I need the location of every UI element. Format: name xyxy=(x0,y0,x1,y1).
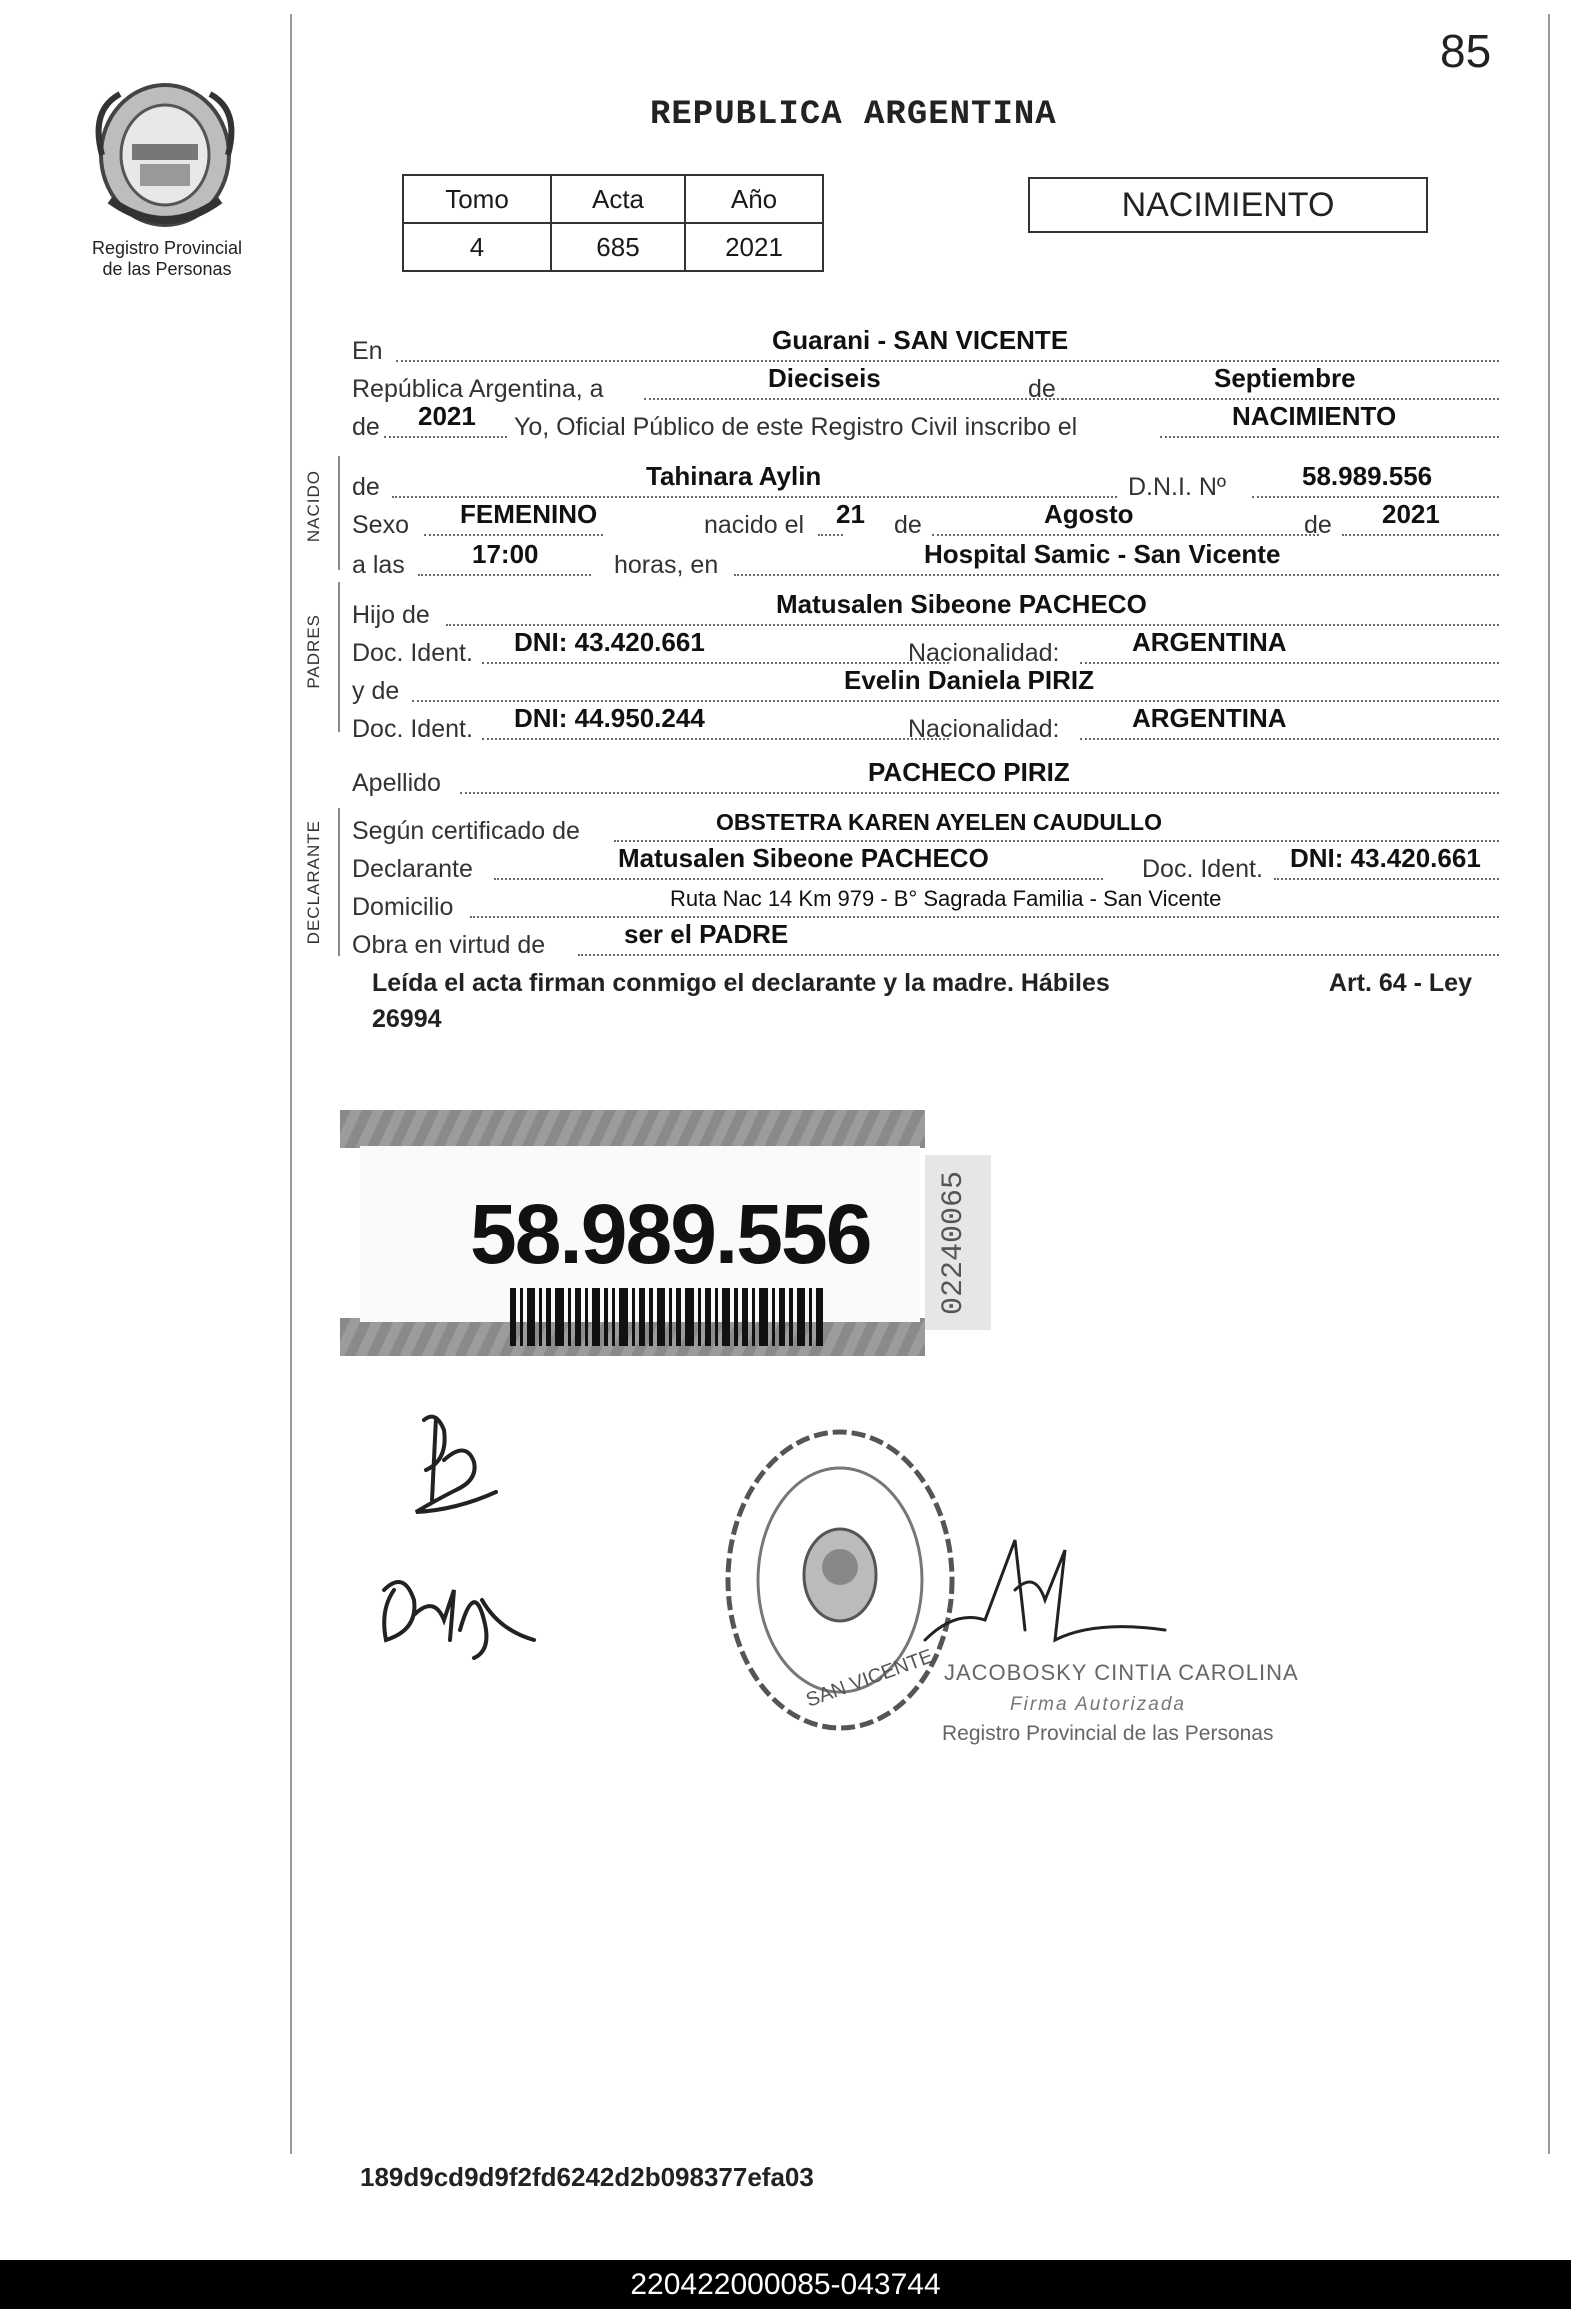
serial-number: 02240065 xyxy=(937,1170,971,1315)
authority-registry: Registro Provincial de las Personas xyxy=(942,1722,1274,1745)
section-label-padres: PADRES xyxy=(304,614,323,689)
label-en: En xyxy=(352,337,383,365)
barcode-bars xyxy=(510,1288,830,1346)
closing-law: Art. 64 - Ley xyxy=(1328,969,1472,997)
header-tomo: Tomo xyxy=(403,175,551,223)
dotted-line xyxy=(1252,496,1499,498)
dotted-line xyxy=(1160,436,1499,438)
nacido-section-bar xyxy=(338,456,340,570)
value-lugar-inscripcion: Guarani - SAN VICENTE xyxy=(772,325,1069,355)
authority-name: JACOBOSKY CINTIA CAROLINA xyxy=(944,1660,1299,1685)
label-nac-de: de xyxy=(894,511,922,539)
value-domicilio: Ruta Nac 14 Km 979 - B° Sagrada Familia - San Vicente xyxy=(670,886,1222,911)
label-doc-ident-madre: Doc. Ident. xyxy=(352,715,473,743)
value-hora: 17:00 xyxy=(472,539,539,569)
value-declarante-dni: DNI: 43.420.661 xyxy=(1290,843,1481,873)
value-dni: 58.989.556 xyxy=(1302,461,1433,491)
closing-text: Leída el acta firman conmigo el declarante y la madre. Hábiles xyxy=(372,969,1110,997)
dotted-line xyxy=(396,360,1499,362)
row-hora-lugar xyxy=(352,539,1499,582)
row-sexo-nacimiento xyxy=(352,499,1499,542)
mother-signature xyxy=(396,1400,526,1530)
logo-caption-line1: Registro Provincial xyxy=(91,238,243,258)
label-nacionalidad: Nacionalidad: xyxy=(908,639,1060,667)
authority-signature xyxy=(915,1530,1175,1660)
record-table-value-row xyxy=(403,223,823,271)
dotted-line xyxy=(494,878,1103,880)
right-margin-line xyxy=(1548,14,1550,2154)
document-hash: 189d9cd9d9f2fd6242d2b098377efa03 xyxy=(360,2162,814,2192)
label-republica: República Argentina, a xyxy=(352,375,604,403)
closing-law-number: 26994 xyxy=(372,1005,442,1033)
value-anio: 2021 xyxy=(685,223,823,271)
row-fecha-inscripcion xyxy=(352,363,1499,406)
row-madre-doc xyxy=(352,703,1499,746)
authority-role: Firma Autorizada xyxy=(1010,1694,1186,1715)
sticker-top-band xyxy=(340,1110,925,1148)
row-obra xyxy=(352,919,1499,962)
barcode-number: 58.989.556 xyxy=(470,1187,871,1281)
value-anio-inscripcion: 2021 xyxy=(418,401,476,431)
dotted-line xyxy=(614,840,1499,842)
logo-caption xyxy=(72,238,262,280)
row-certificado xyxy=(352,808,1499,848)
value-madre-dni: DNI: 44.950.244 xyxy=(514,703,705,733)
row-lugar xyxy=(352,325,1499,368)
logo-caption-line2: de las Personas xyxy=(102,259,232,279)
dotted-line xyxy=(470,916,1499,918)
value-tipo-inscripcion: NACIMIENTO xyxy=(1232,401,1397,431)
dotted-line xyxy=(1080,738,1499,740)
sticker-card xyxy=(360,1146,920,1322)
padres-section-bar xyxy=(338,582,340,732)
dotted-line xyxy=(392,496,1117,498)
label-horas-en: horas, en xyxy=(614,551,719,579)
value-nac-dia: 21 xyxy=(836,499,865,529)
page-number: 85 xyxy=(1440,25,1492,77)
value-sexo: FEMENINO xyxy=(460,499,598,529)
declarant-signature xyxy=(374,1560,544,1670)
value-lugar-nacimiento: Hospital Samic - San Vicente xyxy=(924,539,1281,569)
label-inscribo: Yo, Oficial Público de este Registro Civil inscribo el xyxy=(514,413,1078,441)
label-dni: D.N.I. Nº xyxy=(1128,473,1227,501)
page-title: REPUBLICA ARGENTINA xyxy=(650,96,1057,134)
dotted-line xyxy=(818,534,843,536)
header-anio: Año xyxy=(685,175,823,223)
label-a-las: a las xyxy=(352,551,405,579)
label-doc-ident: Doc. Ident. xyxy=(352,639,473,667)
label-nacido-el: nacido el xyxy=(704,511,805,539)
dotted-line xyxy=(418,574,591,576)
dotted-line xyxy=(482,738,949,740)
record-type-box: NACIMIENTO xyxy=(1028,177,1428,233)
barcode-sticker xyxy=(340,1110,925,1360)
row-apellido xyxy=(352,757,1499,800)
dotted-line xyxy=(446,624,1499,626)
serial-strip xyxy=(925,1155,991,1330)
section-label-nacido: NACIDO xyxy=(304,470,323,543)
value-madre-nacionalidad: ARGENTINA xyxy=(1132,703,1287,733)
value-padre-dni: DNI: 43.420.661 xyxy=(514,627,705,657)
row-domicilio xyxy=(352,884,1499,924)
record-table-header-row xyxy=(403,175,823,223)
row-anio-inscribo xyxy=(352,401,1499,444)
value-padre-nacionalidad: ARGENTINA xyxy=(1132,627,1287,657)
dotted-line xyxy=(578,954,1499,956)
value-mes: Septiembre xyxy=(1214,363,1356,393)
value-padre: Matusalen Sibeone PACHECO xyxy=(776,589,1147,619)
value-dia: Dieciseis xyxy=(768,363,881,393)
dotted-line xyxy=(412,700,1499,702)
value-declarante: Matusalen Sibeone PACHECO xyxy=(618,843,989,873)
value-apellido: PACHECO PIRIZ xyxy=(868,757,1070,787)
label-sexo: Sexo xyxy=(352,511,409,539)
label-nac-de2: de xyxy=(1304,511,1332,539)
row-declarante xyxy=(352,843,1499,886)
province-coat-of-arms-logo xyxy=(80,80,250,230)
footer-code-bar: 220422000085-043744 xyxy=(0,2260,1571,2309)
declarante-section-bar xyxy=(338,808,340,956)
label-apellido: Apellido xyxy=(352,769,441,797)
closing-statement xyxy=(372,965,1472,1037)
dotted-line xyxy=(1062,398,1499,400)
label-declarante-doc: Doc. Ident. xyxy=(1142,855,1263,883)
dotted-line xyxy=(1342,534,1499,536)
dotted-line xyxy=(1080,662,1499,664)
record-table xyxy=(402,174,824,272)
value-acta: 685 xyxy=(551,223,685,271)
label-domicilio: Domicilio xyxy=(352,893,454,921)
value-nombre: Tahinara Aylin xyxy=(646,461,822,491)
label-de-nombre: de xyxy=(352,473,380,501)
row-madre xyxy=(352,665,1499,708)
dotted-line xyxy=(424,534,603,536)
row-padre xyxy=(352,589,1499,632)
label-de-anio: de xyxy=(352,413,380,441)
value-nac-anio: 2021 xyxy=(1382,499,1440,529)
section-label-declarante: DECLARANTE xyxy=(304,820,323,945)
value-certificado: OBSTETRA KAREN AYELEN CAUDULLO xyxy=(716,809,1162,835)
left-margin-line xyxy=(290,14,292,2154)
label-hijo-de: Hijo de xyxy=(352,601,430,629)
dotted-line xyxy=(384,436,507,438)
label-certificado: Según certificado de xyxy=(352,817,580,845)
value-madre: Evelin Daniela PIRIZ xyxy=(844,665,1094,695)
dotted-line xyxy=(482,662,949,664)
stamp-office-text: SAN VICENTE xyxy=(803,1645,936,1712)
label-declarante: Declarante xyxy=(352,855,473,883)
label-nacionalidad-madre: Nacionalidad: xyxy=(908,715,1060,743)
row-nombre-dni xyxy=(352,461,1499,504)
dotted-line xyxy=(734,574,1499,576)
value-tomo: 4 xyxy=(403,223,551,271)
header-acta: Acta xyxy=(551,175,685,223)
label-y-de: y de xyxy=(352,677,400,705)
dotted-line xyxy=(460,792,1499,794)
label-obra: Obra en virtud de xyxy=(352,931,546,959)
dotted-line xyxy=(1274,878,1499,880)
row-padre-doc xyxy=(352,627,1499,670)
value-obra: ser el PADRE xyxy=(624,919,789,949)
value-nac-mes: Agosto xyxy=(1044,499,1134,529)
dotted-line xyxy=(932,534,1319,536)
label-de-mes: de xyxy=(1028,375,1056,403)
